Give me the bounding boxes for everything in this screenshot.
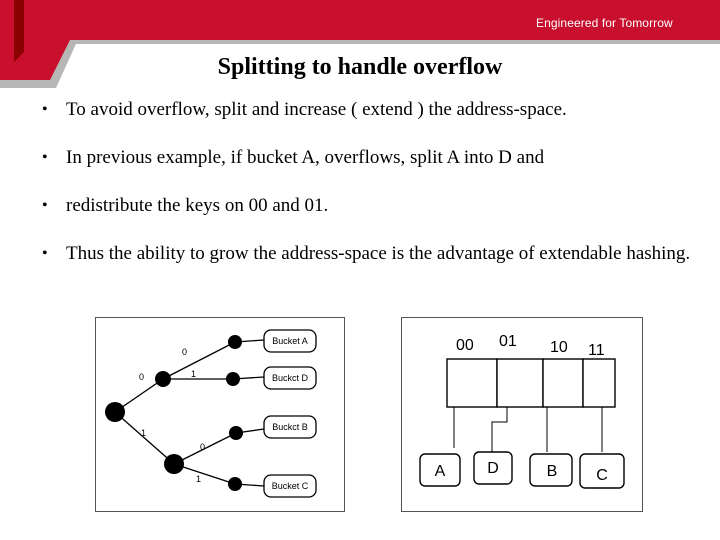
bullet-icon: • (42, 245, 48, 262)
trie-leaf-node (228, 335, 242, 349)
trie-figure (95, 317, 345, 512)
bucket-label: Bucket A (272, 336, 308, 346)
trie-edge-label: 1 (196, 474, 202, 484)
trie-edge-label: 0 (200, 442, 206, 452)
bullet-icon: • (42, 149, 48, 166)
trie-edge (163, 342, 235, 379)
directory-figure (401, 317, 643, 512)
directory-label: 10 (550, 339, 568, 356)
bucket-label: Buckct D (271, 373, 309, 383)
trie-node (155, 371, 171, 387)
trie-leaf-node (226, 372, 240, 386)
bucket-label: C (596, 467, 608, 484)
trie-leaf-node (228, 477, 242, 491)
directory-cell (543, 359, 583, 407)
slide-title: Splitting to handle overflow (217, 54, 503, 80)
trie-diagram (96, 318, 344, 511)
directory-cell (583, 359, 615, 407)
trie-leaf-node (229, 426, 243, 440)
bucket-label: Buckct B (272, 422, 308, 432)
directory-label: 11 (588, 342, 605, 359)
bucket-label: A (434, 463, 446, 480)
bullet-item: • To avoid overflow, split and increase ( extend ) the address-space. (40, 94, 692, 126)
bullet-list (40, 94, 692, 286)
directory-cell (447, 359, 497, 407)
directory-diagram (402, 318, 642, 511)
trie-root-node (105, 402, 125, 422)
header-dark-stripe (14, 0, 24, 62)
trie-edge-label: 1 (191, 369, 197, 379)
bullet-icon: • (42, 101, 48, 118)
trie-edge-label: 0 (139, 372, 145, 382)
bullet-item: • redistribute the keys on 00 and 01. (40, 190, 692, 222)
directory-cell (497, 359, 543, 407)
bullet-item: • Thus the ability to grow the address-space is the advantage of extendable hashing. (40, 238, 692, 270)
bucket-label: Bucket C (271, 481, 309, 491)
bullet-icon: • (42, 197, 48, 214)
trie-node (164, 454, 184, 474)
trie-edge-label: 0 (182, 347, 188, 357)
directory-label: 01 (499, 333, 517, 350)
trie-edge-label: 1 (141, 428, 147, 438)
bucket-label: B (546, 463, 558, 480)
directory-label: 00 (456, 337, 474, 354)
bucket-label: D (487, 460, 499, 477)
trie-edge (115, 412, 174, 464)
bullet-item: • In previous example, if bucket A, overflows, split A into D and (40, 142, 692, 174)
directory-pointer (492, 407, 507, 452)
brand-tagline: Engineered for Tomorrow (536, 16, 673, 30)
